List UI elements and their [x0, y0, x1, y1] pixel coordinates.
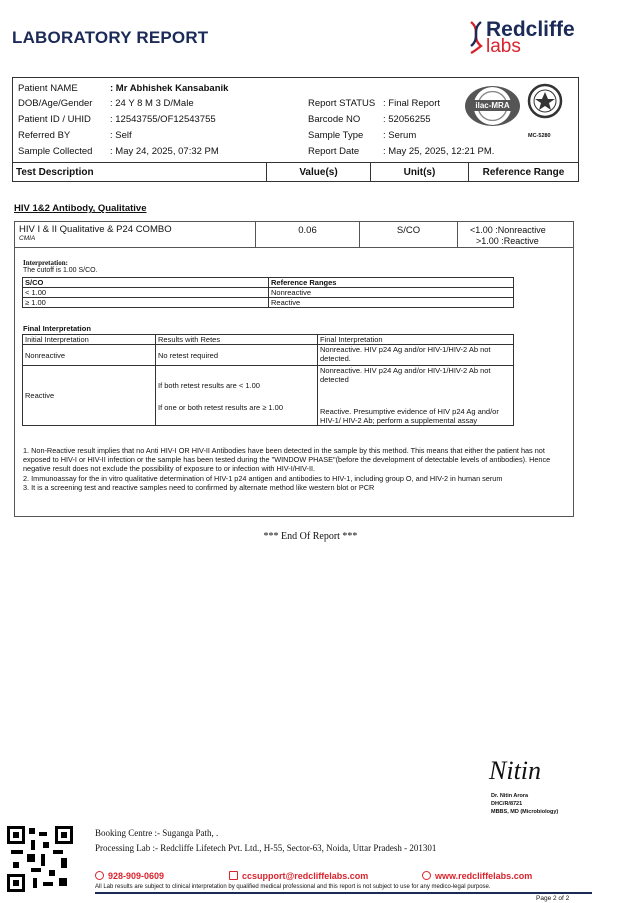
interpretation-label: Interpretation: — [23, 259, 68, 267]
dob-label: DOB/Age/Gender — [18, 98, 93, 109]
email-address: ccsupport@redcliffelabs.com — [242, 871, 369, 881]
email-contact — [229, 871, 368, 881]
collected-value: : May 24, 2025, 07:32 PM — [110, 146, 219, 157]
phone-icon — [95, 871, 104, 880]
signatory-reg: DHC/R/8721 — [491, 801, 523, 807]
patient-id-value: : 12543755/OF12543755 — [110, 114, 216, 125]
phone-number: 928-909-0609 — [108, 871, 165, 881]
fi-nonreactive-initial: Nonreactive — [23, 345, 156, 366]
range-row-1: Nonreactive — [269, 288, 514, 298]
brand-sub: labs — [486, 36, 521, 57]
dna-icon — [468, 20, 484, 54]
dob-value: : 24 Y 8 M 3 D/Male — [110, 98, 194, 109]
status-value: : Final Report — [383, 98, 441, 109]
processing-lab: Processing Lab :- Redcliffe Lifetech Pvt. Ltd., H-55, Sector-63, Noida, Uttar Pradesh - 201301 — [95, 843, 437, 853]
cutoff-text: The cutoff is 1.00 S/CO. — [23, 267, 98, 274]
fi-reactive-initial: Reactive — [23, 366, 156, 426]
redcliffe-logo — [468, 18, 578, 58]
end-of-report: *** End Of Report *** — [263, 531, 358, 542]
ilac-label: ilac-MRA — [469, 100, 516, 111]
results-table-header — [12, 162, 579, 182]
sco-header: S/CO — [23, 278, 269, 288]
fi-header-final: Final Interpretation — [318, 335, 514, 345]
fi-header-results: Results with Retes — [156, 335, 318, 345]
globe-icon — [422, 871, 431, 880]
note-1: 1. Non-Reactive result implies that no Anti HIV-I OR HIV-II Antibodies have been detected in the sample by this method. This means that either the patient has not exposed to HIV-I or HIV-II infection or the sample has been tested during the "WINDOW PHASE"(before the development of detectable levels of antibodies). Hence negative result does not exclude the possibility of exposure to or infection with HIV-I/HIV-II. — [23, 446, 551, 474]
website-url: www.redcliffelabs.com — [435, 871, 533, 881]
patient-name-label: Patient NAME — [18, 83, 78, 94]
contact-bar — [95, 871, 595, 883]
note-3: 3. It is a screening test and reactive samples need to confirmed by alternate method like western blot or PCR — [23, 482, 375, 492]
report-date-value: : May 25, 2025, 12:21 PM. — [383, 146, 495, 157]
barcode-label: Barcode NO — [308, 114, 361, 125]
fi-nonreactive-result: No retest required — [156, 345, 318, 366]
test-name: HIV I & II Qualitative & P24 COMBO — [19, 224, 172, 235]
col-units: Unit(s) — [370, 163, 468, 182]
collected-label: Sample Collected — [18, 146, 93, 157]
page-number: Page 2 of 2 — [536, 895, 570, 902]
handwritten-signature: Nitin — [489, 756, 542, 785]
fi-reactive-result-2: If one or both retest results are ≥ 1.00 — [156, 390, 318, 426]
website-contact — [422, 871, 532, 881]
result-test-cell — [15, 222, 255, 248]
range-row-2: Reactive — [269, 298, 514, 308]
test-method: CMIA — [19, 235, 36, 242]
phone-contact — [95, 871, 164, 881]
sco-row-1: < 1.00 — [23, 288, 269, 298]
disclaimer: All Lab results are subject to clinical interpretation by qualified medical professional and this report is not subject to use for any medico-legal purpose. — [95, 884, 592, 894]
signatory-name: Dr. Nitin Arora — [491, 793, 529, 799]
section-title: HIV 1&2 Antibody, Qualitative — [14, 203, 147, 214]
col-values: Value(s) — [266, 163, 370, 182]
fi-reactive-final-1: Nonreactive. HIV p24 Ag and/or HIV-1/HIV-2 Ab not detected — [318, 366, 514, 390]
fi-reactive-result-1: If both retest results are < 1.00 — [156, 366, 318, 390]
sco-row-2: ≥ 1.00 — [23, 298, 269, 308]
signatory-degree: MBBS, MD (Microbiology) — [491, 809, 559, 815]
brand-name: Redcliffe — [486, 18, 575, 41]
nabl-code: MC-5280 — [528, 133, 551, 139]
note-2: 2. Immunoassay for the in vitro qualitative determination of HIV-1 p24 antigen and antibodies to HIV-1, including group O, and HIV-2 in human serum — [23, 473, 503, 483]
nabl-seal-icon — [527, 83, 563, 127]
status-label: Report STATUS — [308, 98, 376, 109]
referred-label: Referred BY — [18, 130, 71, 141]
final-interpretation-table — [22, 334, 514, 426]
ref-nonreactive: <1.00 :Nonreactive — [470, 225, 546, 235]
report-title: LABORATORY REPORT — [12, 28, 209, 47]
sample-type-label: Sample Type — [308, 130, 364, 141]
patient-name-value: : Mr Abhishek Kansabanik — [110, 83, 229, 94]
mail-icon — [229, 871, 238, 880]
qr-code-icon — [7, 826, 73, 892]
col-test-description: Test Description — [16, 167, 94, 178]
result-box — [14, 221, 574, 517]
final-interpretation-label: Final Interpretation — [23, 324, 91, 333]
report-date-label: Report Date — [308, 146, 360, 157]
fi-reactive-final-2: Reactive. Presumptive evidence of HIV p24 Ag and/or HIV-1/ HIV-2 Ab; perform a supplemental assay — [318, 390, 514, 426]
barcode-value: : 52056255 — [383, 114, 431, 125]
notes — [23, 446, 568, 492]
result-reference — [457, 222, 573, 248]
fi-nonreactive-final: Nonreactive. HIV p24 Ag and/or HIV-1/HIV-2 Ab not detected. — [318, 345, 514, 366]
referred-value: : Self — [110, 130, 132, 141]
sco-table — [22, 277, 514, 308]
col-reference-range: Reference Range — [468, 163, 578, 182]
patient-id-label: Patient ID / UHID — [18, 114, 91, 125]
sample-type-value: : Serum — [383, 130, 417, 141]
ref-range-header: Reference Ranges — [269, 278, 514, 288]
signatory-block — [491, 792, 558, 816]
result-row — [15, 222, 573, 248]
booking-centre: Booking Centre :- Suganga Path, . — [95, 828, 219, 838]
result-value: 0.06 — [255, 222, 359, 248]
ref-reactive: >1.00 :Reactive — [476, 236, 539, 246]
ilac-mra-seal — [465, 86, 520, 126]
result-unit: S/CO — [359, 222, 457, 248]
fi-header-initial: Initial Interpretation — [23, 335, 156, 345]
